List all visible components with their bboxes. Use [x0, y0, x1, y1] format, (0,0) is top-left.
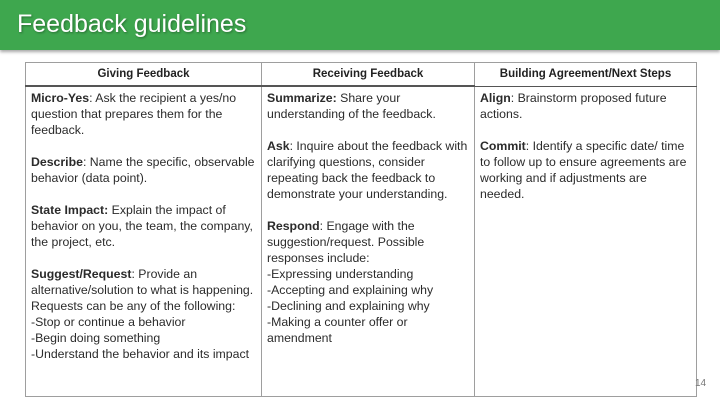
building-agreement-cell	[475, 86, 697, 397]
list-item: -Expressing understanding	[267, 267, 414, 281]
table-body-row	[26, 86, 697, 397]
suggest-request-paragraph	[31, 266, 257, 362]
term-text: : Identify a specific date/ time to follow up to ensure agreements are working and if adjustments are needed.	[480, 138, 687, 201]
page-number: 14	[695, 378, 707, 389]
term-label: Ask	[267, 139, 290, 153]
term-label: Commit	[480, 138, 526, 153]
state-impact-paragraph	[31, 202, 257, 250]
term-label: Align	[480, 90, 511, 105]
commit-paragraph	[480, 138, 692, 202]
list-item: -Declining and explaining why	[267, 299, 430, 313]
term-text: : Ask the recipient a yes/no question that prepares them for the feedback.	[31, 91, 237, 137]
slide-title: Feedback guidelines	[17, 10, 247, 38]
list-item: -Begin doing something	[31, 331, 161, 345]
list-item: -Accepting and explaining why	[267, 283, 434, 297]
term-label: Suggest/Request	[31, 267, 132, 281]
term-label: Micro-Yes	[31, 91, 90, 105]
receiving-feedback-cell	[262, 86, 475, 397]
giving-feedback-cell	[26, 86, 262, 397]
term-label: State Impact:	[31, 203, 109, 217]
term-label: Respond	[267, 219, 320, 233]
term-text: Explain the impact of behavior on you, the team, the company, the project, etc.	[31, 203, 253, 249]
term-text: : Brainstorm proposed future actions.	[480, 90, 667, 121]
summarize-paragraph	[267, 90, 470, 122]
list-item: -Making a counter offer or amendment	[267, 315, 408, 345]
title-bar	[0, 0, 720, 50]
align-paragraph	[480, 90, 692, 122]
respond-paragraph	[267, 218, 470, 346]
term-text: : Name the specific, observable behavior (data point).	[31, 155, 255, 185]
term-text: : Provide an alternative/solution to what is happening. Requests can be any of the following:	[31, 267, 254, 313]
feedback-guidelines-table	[25, 62, 697, 397]
term-label: Describe	[31, 155, 83, 169]
list-item: -Understand the behavior and its impact	[31, 347, 250, 361]
header-giving-feedback: Giving Feedback	[26, 63, 262, 87]
term-text: : Engage with the suggestion/request. Possible responses include:	[267, 219, 425, 265]
list-item: -Stop or continue a behavior	[31, 315, 186, 329]
header-receiving-feedback: Receiving Feedback	[262, 63, 475, 87]
term-label: Summarize:	[267, 91, 337, 105]
micro-yes-paragraph	[31, 90, 257, 138]
describe-paragraph	[31, 154, 257, 186]
header-building-agreement: Building Agreement/Next Steps	[475, 63, 697, 87]
term-text: Share your understanding of the feedback.	[267, 91, 436, 121]
table-header-row	[26, 63, 697, 87]
ask-paragraph	[267, 138, 470, 202]
term-text: : Inquire about the feedback with clarifying questions, consider repeating back the feedback to demonstrate your understanding.	[267, 139, 468, 201]
